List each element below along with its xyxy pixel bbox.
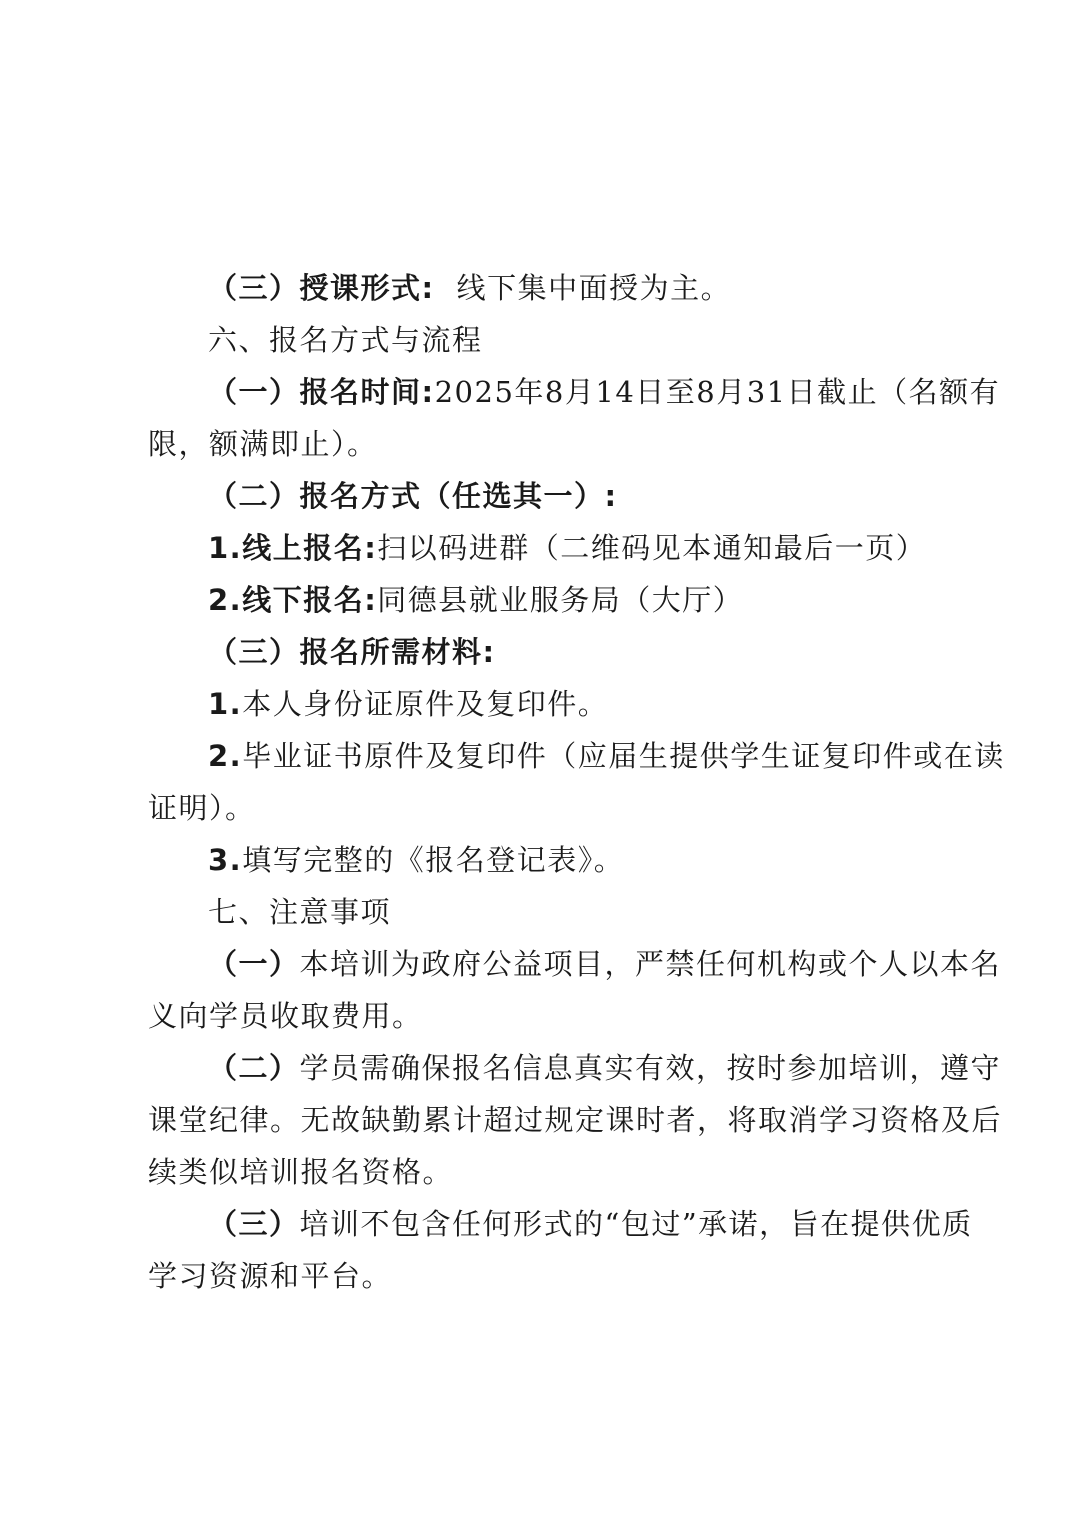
note-1-text: 本培训为政府公益项目，严禁任何机构或个人以本名 [299,947,1002,981]
materials-item-1-number: 1. [208,687,243,721]
materials-item-1-text: 本人身份证原件及复印件。 [242,687,609,721]
materials-item-2 [208,730,1005,782]
registration-time-text: 2025年8月14日至8月31日截止（名额有 [434,375,1001,409]
note-2-text: 学员需确保报名信息真实有效，按时参加培训，遵守 [299,1051,1002,1085]
note-3-text: 培训不包含任何形式的“包过”承诺，旨在提供优质 [299,1207,973,1241]
section-7-heading: 七、注意事项 [208,895,392,929]
teaching-format-label: （三）授课形式: [208,271,435,305]
teaching-format-text: 线下集中面授为主。 [456,271,732,305]
teaching-format-line [208,262,731,314]
materials-item-3-text: 填写完整的《报名登记表》。 [242,843,625,877]
online-registration-line [208,522,926,574]
registration-time-label: （一）报名时间: [208,375,435,409]
section-6-heading: 六、报名方式与流程 [208,323,483,357]
registration-time-continuation: 限，额满即止）。 [148,427,378,461]
registration-method-label: （二）报名方式（任选其一）: [208,479,618,513]
note-2-continuation-2: 续类似培训报名资格。 [148,1155,454,1189]
note-2 [208,1042,1001,1094]
online-registration-label: 1.线上报名: [208,531,378,565]
online-registration-text: 扫以码进群（二维码见本通知最后一页） [377,531,927,565]
note-2-continuation-1: 课堂纪律。无故缺勤累计超过规定课时者，将取消学习资格及后 [148,1103,1003,1137]
registration-time-line [208,366,1000,418]
materials-item-2-number: 2. [208,739,243,773]
materials-item-2-text: 毕业证书原件及复印件（应届生提供学生证复印件或在读 [242,739,1005,773]
note-1-continuation: 义向学员收取费用。 [148,999,423,1033]
offline-registration-text: 同德县就业服务局（大厅） [377,583,744,617]
offline-registration-line [208,574,743,626]
note-3-continuation: 学习资源和平台。 [148,1259,393,1293]
note-2-label: （二） [208,1051,300,1085]
materials-label: （三）报名所需材料: [208,635,496,669]
note-1-label: （一） [208,947,300,981]
offline-registration-label: 2.线下报名: [208,583,378,617]
note-1 [208,938,1001,990]
materials-item-3-number: 3. [208,843,243,877]
materials-item-1 [208,678,608,730]
note-3 [208,1198,973,1250]
materials-item-3 [208,834,624,886]
note-3-label: （三） [208,1207,300,1241]
materials-item-2-continuation: 证明）。 [148,791,256,825]
